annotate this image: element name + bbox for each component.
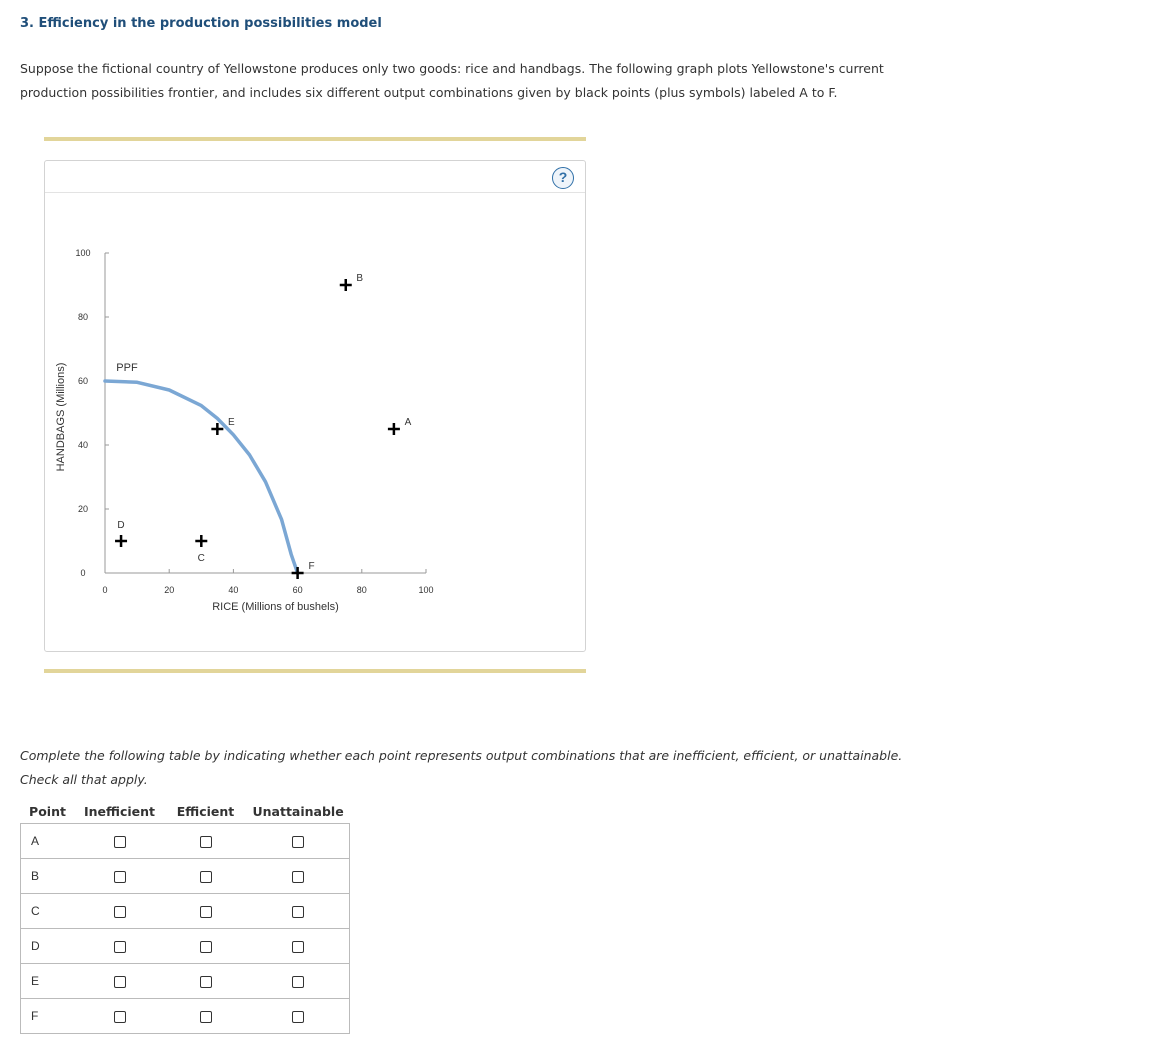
checkbox-b-unattainable[interactable]: [292, 871, 304, 883]
checkbox-b-inefficient[interactable]: [114, 871, 126, 883]
checkbox-f-unattainable[interactable]: [292, 1011, 304, 1023]
checkbox-c-unattainable[interactable]: [292, 906, 304, 918]
point-b-marker: [340, 279, 352, 291]
point-a-label: A: [404, 417, 412, 428]
checkbox-a-unattainable[interactable]: [292, 836, 304, 848]
table-row: [21, 824, 350, 859]
table-row: [21, 964, 350, 999]
top-rule: [44, 137, 586, 141]
help-button[interactable]: ?: [552, 167, 574, 189]
point-f-marker: [292, 567, 304, 579]
point-f-label: F: [308, 561, 315, 572]
x-tick-label: 80: [356, 585, 367, 595]
point-label: B: [21, 859, 75, 894]
point-e-label: E: [228, 417, 235, 428]
checkbox-e-unattainable[interactable]: [292, 976, 304, 988]
y-tick-label: 20: [77, 504, 89, 514]
header-efficient: Efficient: [165, 800, 247, 824]
y-tick-label: 40: [77, 440, 89, 450]
point-b-label: B: [356, 273, 364, 284]
checkbox-b-efficient[interactable]: [200, 871, 212, 883]
x-tick-label: 40: [228, 585, 239, 595]
table-header-row: [21, 800, 350, 824]
checkbox-a-efficient[interactable]: [200, 836, 212, 848]
ppf-label: PPF: [116, 362, 138, 374]
point-d-marker: [115, 535, 127, 547]
x-tick-label: 20: [164, 585, 175, 595]
checkbox-c-inefficient[interactable]: [114, 906, 126, 918]
point-label: A: [21, 824, 75, 859]
y-tick-label: 0: [80, 568, 86, 578]
graph-panel: [44, 160, 586, 652]
checkbox-d-unattainable[interactable]: [292, 941, 304, 953]
point-d-label: D: [117, 520, 125, 531]
point-label: E: [21, 964, 75, 999]
question-title: 3. Efficiency in the production possibilities model: [20, 16, 382, 31]
header-point: Point: [21, 800, 75, 824]
point-label: F: [21, 999, 75, 1034]
table-row: [21, 859, 350, 894]
y-tick-label: 80: [77, 312, 89, 322]
point-label: C: [21, 894, 75, 929]
header-inefficient: Inefficient: [75, 800, 165, 824]
y-axis-label: HANDBAGS (Millions): [55, 362, 67, 472]
ppf-chart: [45, 161, 585, 651]
x-tick-label: 100: [418, 585, 434, 595]
checkbox-d-efficient[interactable]: [200, 941, 212, 953]
header-unattainable: Unattainable: [247, 800, 350, 824]
y-tick-label: 100: [75, 248, 91, 258]
checkbox-f-inefficient[interactable]: [114, 1011, 126, 1023]
table-row: [21, 929, 350, 964]
bottom-rule: [44, 669, 586, 673]
point-c-marker: [195, 535, 207, 547]
table-instructions: Complete the following table by indicating whether each point represents output combinations that are inefficient, efficient, or unattainable. Check all that apply.: [20, 748, 903, 787]
question-intro: Suppose the fictional country of Yellowstone produces only two goods: rice and handbags. The following graph plots Yellowstone's current production possibilities frontier, and includes six different output combinations given by black points (plus symbols) labeled A to F.: [20, 61, 884, 100]
table-row: [21, 894, 350, 929]
checkbox-f-efficient[interactable]: [200, 1011, 212, 1023]
checkbox-a-inefficient[interactable]: [114, 836, 126, 848]
x-tick-label: 0: [102, 585, 108, 595]
checkbox-e-inefficient[interactable]: [114, 976, 126, 988]
point-label: D: [21, 929, 75, 964]
table-row: [21, 999, 350, 1034]
x-tick-label: 60: [292, 585, 303, 595]
y-tick-label: 60: [77, 376, 89, 386]
answer-table: [20, 800, 350, 1034]
checkbox-d-inefficient[interactable]: [114, 941, 126, 953]
checkbox-e-efficient[interactable]: [200, 976, 212, 988]
x-axis-label: RICE (Millions of bushels): [212, 601, 339, 613]
point-c-label: C: [197, 553, 205, 564]
point-a-marker: [388, 423, 400, 435]
checkbox-c-efficient[interactable]: [200, 906, 212, 918]
